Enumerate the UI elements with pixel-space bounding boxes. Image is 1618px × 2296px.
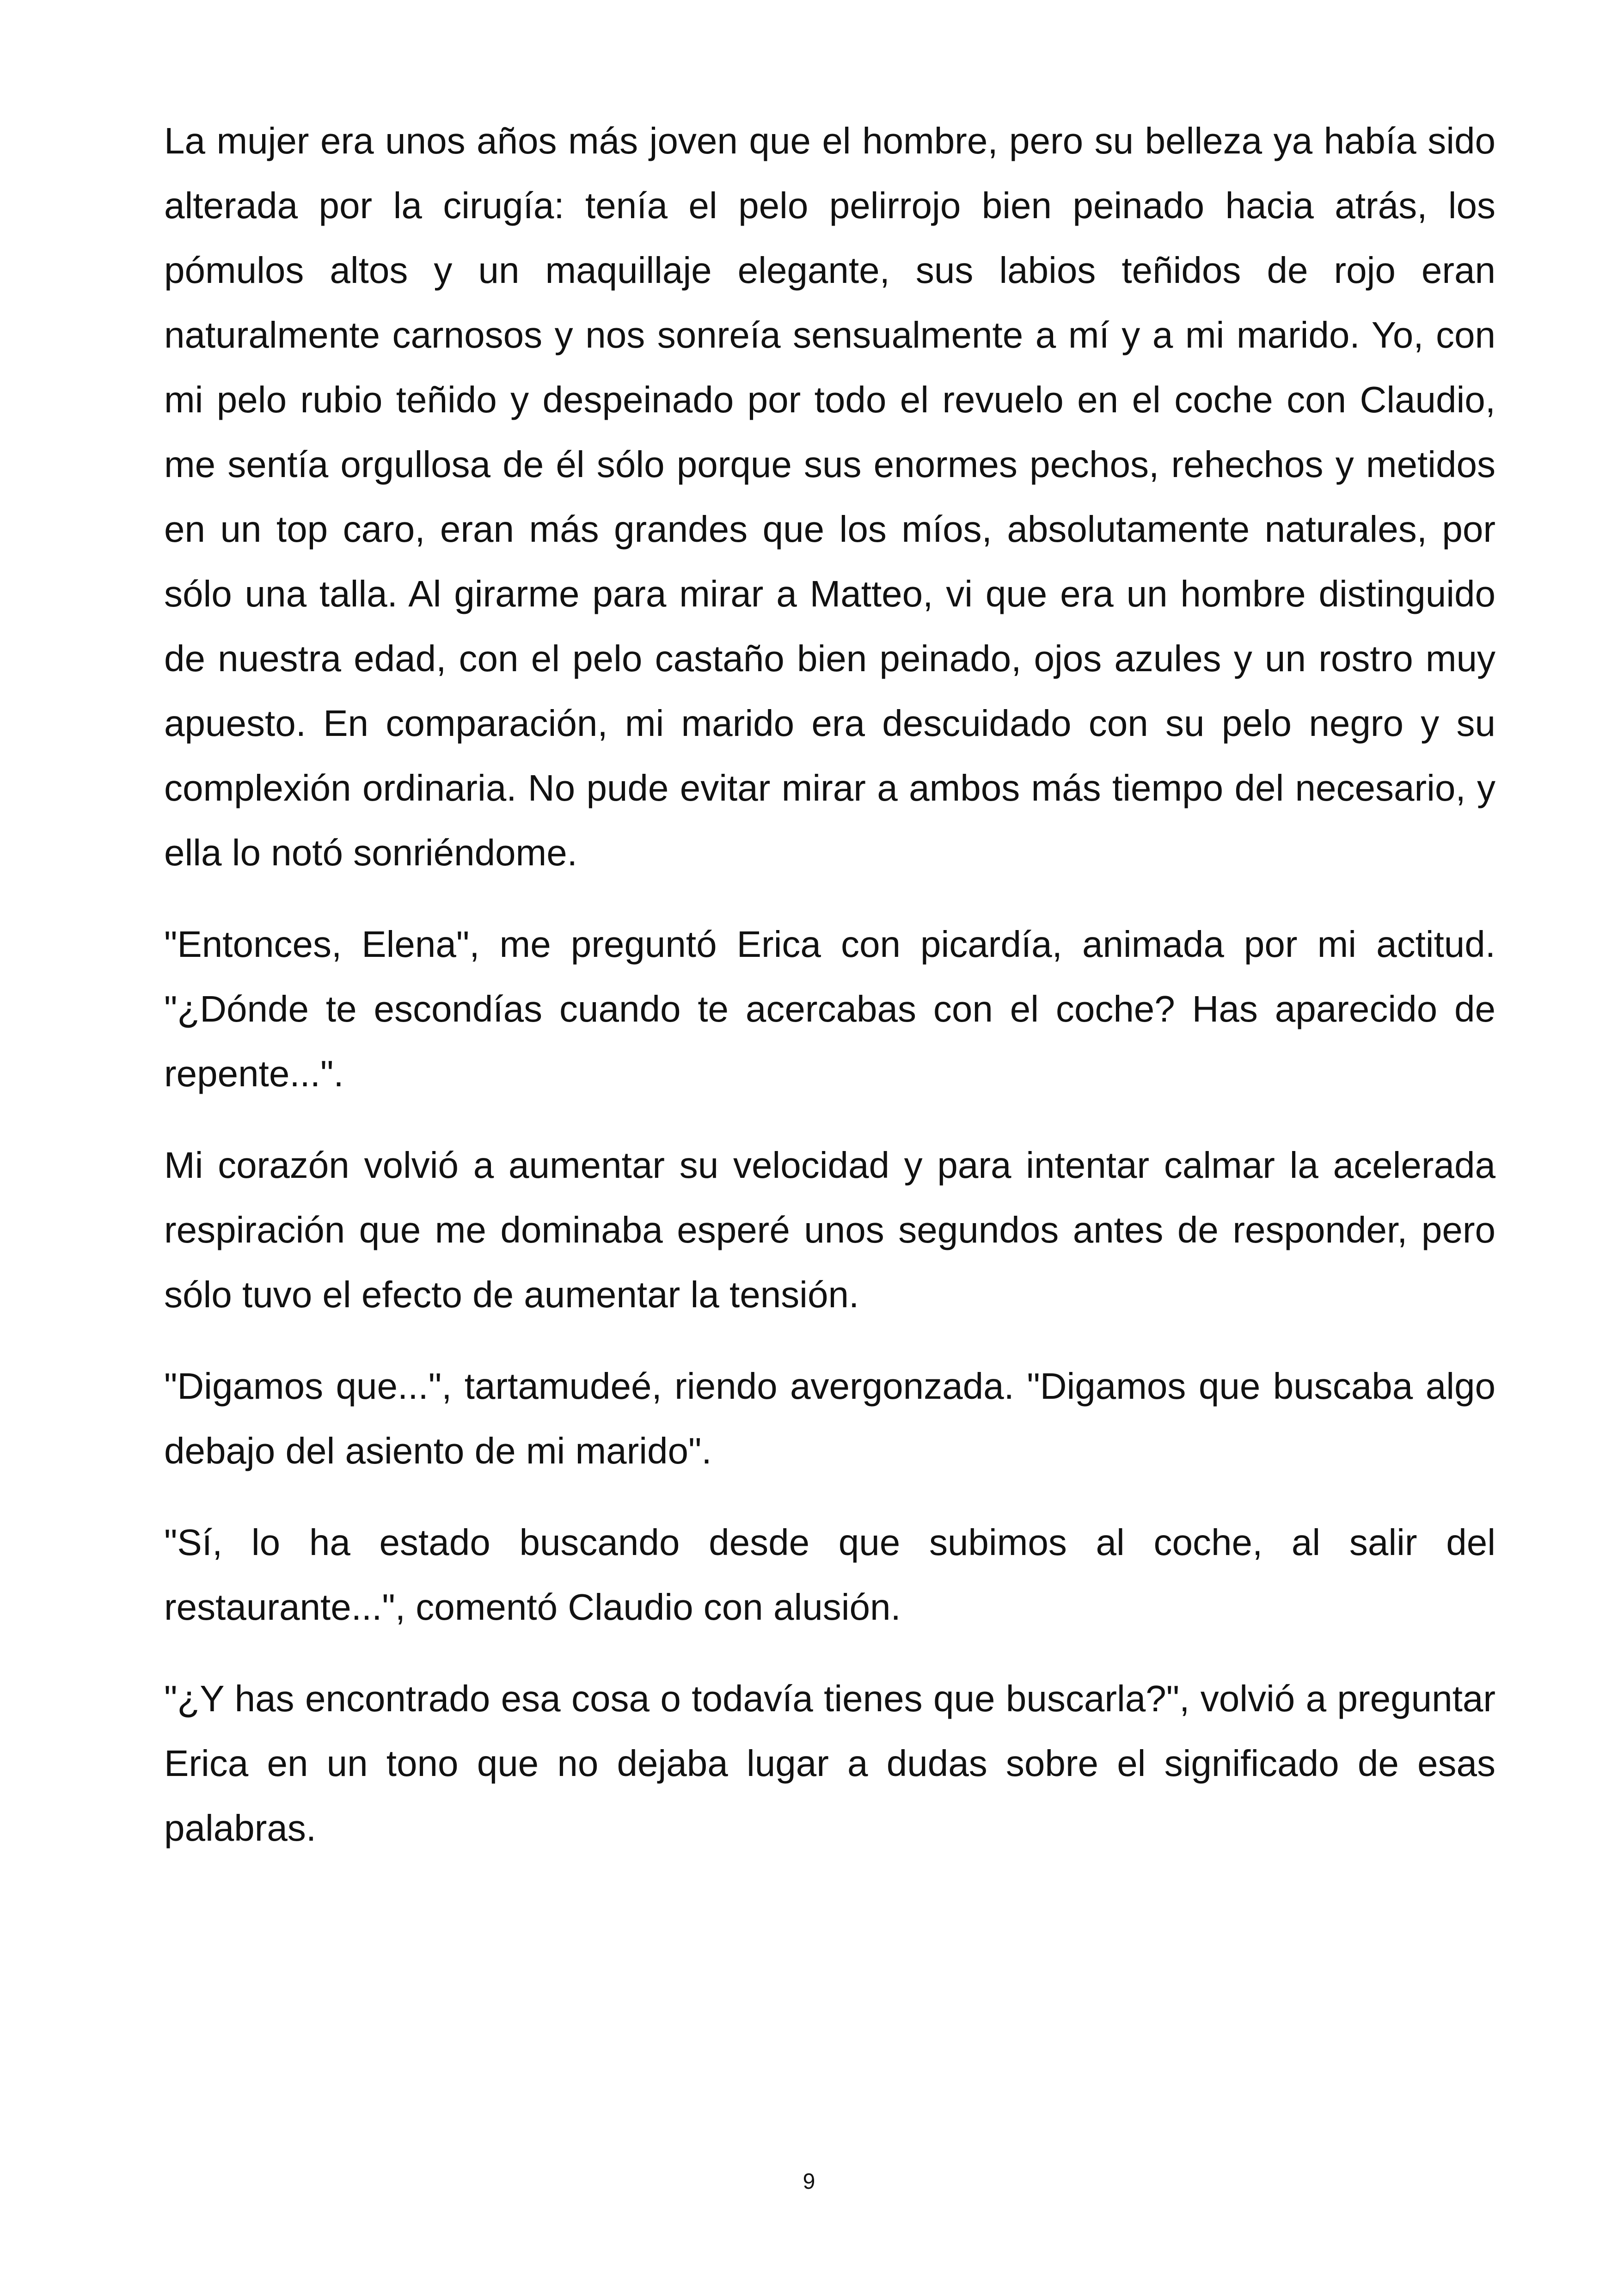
paragraph: "Sí, lo ha estado buscando desde que subimos al coche, al salir del restaurante...", comentó Claudio con alusión. xyxy=(164,1522,1495,1628)
paragraph: "¿Y has encontrado esa cosa o todavía tienes que buscarla?", volvió a preguntar Erica en un tono que no dejaba lugar a dudas sobre el significado de esas palabras. xyxy=(164,1678,1495,1849)
paragraph: La mujer era unos años más joven que el hombre, pero su belleza ya había sido alterada por la cirugía: tenía el pelo pelirrojo bien peinado hacia atrás, los pómulos altos y un maquillaje elegante, sus labios teñidos de rojo eran naturalmente carnosos y nos sonreía sensualmente a mí y a mi marido. Yo, con mi pelo rubio teñido y despeinado por todo el revuelo en el coche con Claudio, me sentía orgullosa de él sólo porque sus enormes pechos, rehechos y metidos en un top caro, eran más grandes que los míos, absolutamente naturales, por sólo una talla. Al girarme para mirar a Matteo, vi que era un hombre distinguido de nuestra edad, con el pelo castaño bien peinado, ojos azules y un rostro muy apuesto. En comparación, mi marido era descuidado con su pelo negro y su complexión ordinaria. No pude evitar mirar a ambos más tiempo del necesario, y ella lo notó sonriéndome. xyxy=(164,120,1495,873)
paragraph: "Entonces, Elena", me preguntó Erica con picardía, animada por mi actitud. "¿Dónde te escondías cuando te acercabas con el coche? Has aparecido de repente...". xyxy=(164,924,1495,1094)
paragraph: "Digamos que...", tartamudeé, riendo avergonzada. "Digamos que buscaba algo debajo del asiento de mi marido". xyxy=(164,1365,1495,1471)
body-text xyxy=(164,109,1495,1887)
paragraph: Mi corazón volvió a aumentar su velocidad y para intentar calmar la acelerada respiración que me dominaba esperé unos segundos antes de responder, pero sólo tuvo el efecto de aumentar la tensión. xyxy=(164,1145,1495,1315)
page-number: 9 xyxy=(803,2169,815,2194)
